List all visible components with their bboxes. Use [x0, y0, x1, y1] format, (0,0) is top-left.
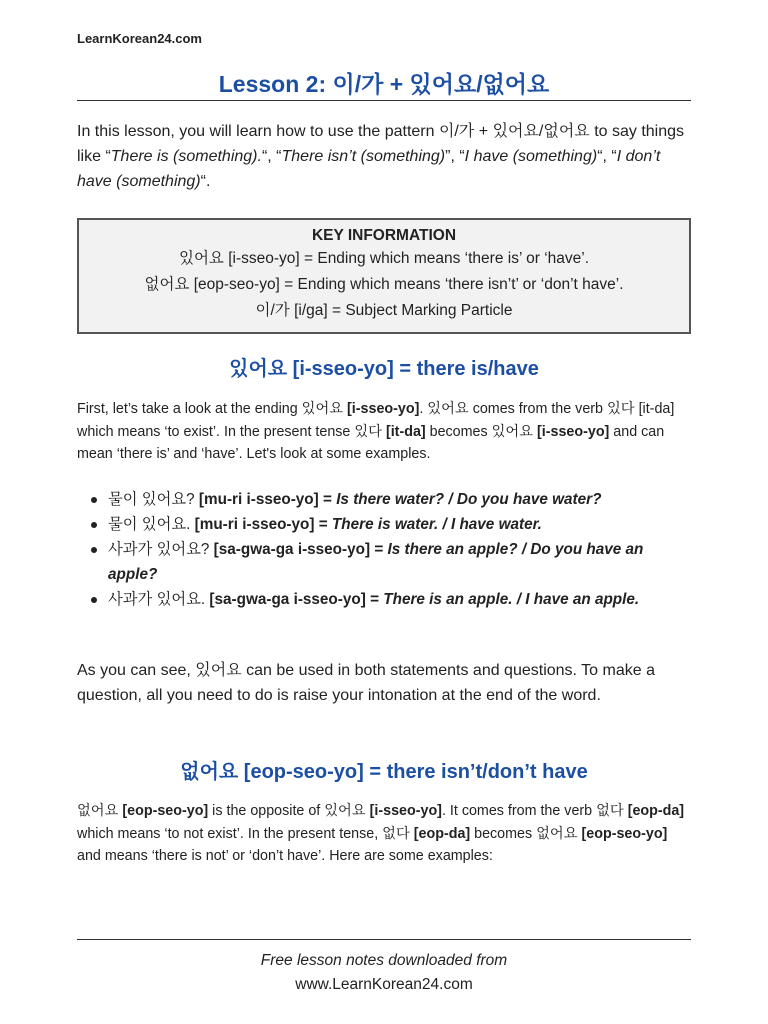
example-equals: =	[314, 516, 332, 533]
example-korean: 물이 있어요?	[108, 491, 199, 508]
isseoyo-explanation	[77, 398, 691, 466]
paragraph-text: and can mean ‘there is’ and ‘have’. Let's look at some examples.	[77, 423, 665, 462]
footer-note: Free lesson notes downloaded from	[260, 952, 508, 969]
intro-example: There is (something).	[110, 148, 262, 165]
example-equals: =	[370, 541, 388, 558]
intro-example: I don’t have (something)	[77, 148, 661, 190]
key-information-title: KEY INFORMATION	[311, 227, 457, 244]
example-romanization: [mu-ri i-sseo-yo]	[194, 516, 315, 533]
example-item	[91, 587, 681, 612]
example-equals: =	[365, 591, 384, 608]
example-romanization: [mu-ri i-sseo-yo]	[198, 491, 319, 508]
intro-text: “, “	[261, 148, 282, 165]
paragraph-text: First, let’s take a look at the ending 있어요	[77, 401, 348, 417]
section-heading-eopseoyo: 없어요 [eop-seo-yo] = there isn’t/don’t have	[180, 761, 588, 783]
isseoyo-summary: As you can see, 있어요 can be used in both statements and questions. To make a question, all you need to do is raise your intonation at the end of the word.	[77, 662, 655, 704]
paragraph-text: becomes 있어요	[425, 423, 538, 440]
romanization: [eop-seo-yo]	[581, 825, 668, 842]
example-item	[91, 512, 681, 537]
paragraph-text: 없어요	[77, 803, 123, 819]
intro-example: I have (something)	[464, 148, 598, 165]
romanization: [i-sseo-yo]	[369, 803, 442, 819]
key-information-line: 없어요 [eop-seo-yo] = Ending which means ‘there isn’t’ or ‘don’t have’.	[144, 276, 624, 293]
lesson-title: Lesson 2: 이/가 + 있어요/없어요	[218, 71, 550, 97]
example-item	[91, 537, 681, 587]
example-korean: 물이 있어요.	[108, 516, 195, 533]
intro-text: ”, “	[445, 148, 465, 165]
key-information-line: 있어요 [i-sseo-yo] = Ending which means ‘there is’ or ‘have’.	[178, 250, 590, 267]
intro-paragraph	[77, 119, 691, 194]
intro-text: “.	[200, 173, 211, 190]
paragraph-text: becomes 없어요	[470, 825, 582, 842]
lesson-page	[77, 0, 691, 1024]
example-romanization: [sa-gwa-ga i-sseo-yo]	[213, 541, 371, 558]
intro-text: In this lesson, you will learn how to use the pattern 이/가 + 있어요/없어요 to say things like “	[77, 123, 685, 165]
intro-text: “, “	[597, 148, 617, 165]
paragraph-text: . 있어요 comes from the verb 있다 [it-da] which means ‘to exist’. In the present tense 있다	[77, 401, 675, 440]
example-item	[91, 487, 681, 512]
romanization: [it-da]	[385, 423, 426, 440]
example-translation: There is water. / I have water.	[331, 516, 542, 533]
footer-divider	[77, 939, 691, 940]
example-korean: 사과가 있어요?	[108, 541, 214, 558]
example-translation: Is there water? / Do you have water?	[336, 491, 602, 508]
footer-url[interactable]: www.LearnKorean24.com	[295, 976, 473, 993]
site-name: LearnKorean24.com	[77, 31, 202, 46]
romanization: [i-sseo-yo]	[537, 423, 610, 440]
romanization: [eop-seo-yo]	[122, 803, 209, 819]
section-heading-isseoyo: 있어요 [i-sseo-yo] = there is/have	[229, 358, 539, 380]
intro-example: There isn’t (something)	[281, 148, 446, 165]
romanization: [eop-da]	[413, 825, 471, 842]
example-translation: Is there an apple? / Do you have an apple?	[108, 541, 644, 583]
example-translation: There is an apple. / I have an apple.	[383, 591, 640, 608]
eopseoyo-explanation	[77, 800, 691, 868]
key-information-box	[77, 218, 691, 334]
key-information-line: 이/가 [i/ga] = Subject Marking Particle	[255, 302, 513, 319]
example-romanization: [sa-gwa-ga i-sseo-yo]	[209, 591, 366, 608]
example-korean: 사과가 있어요.	[108, 591, 210, 608]
example-list	[91, 487, 681, 612]
footer	[77, 949, 691, 997]
paragraph-text: . It comes from the verb 없다	[441, 803, 628, 819]
title-divider	[77, 100, 691, 101]
paragraph-text: is the opposite of 있어요	[208, 803, 370, 819]
romanization: [eop-da]	[627, 803, 685, 819]
paragraph-text: and means ‘there is not’ or ‘don’t have’. Here are some examples:	[77, 848, 493, 864]
romanization: [i-sseo-yo]	[347, 401, 420, 417]
example-equals: =	[318, 491, 337, 508]
paragraph-text: which means ‘to not exist’. In the present tense, 없다	[77, 825, 414, 842]
